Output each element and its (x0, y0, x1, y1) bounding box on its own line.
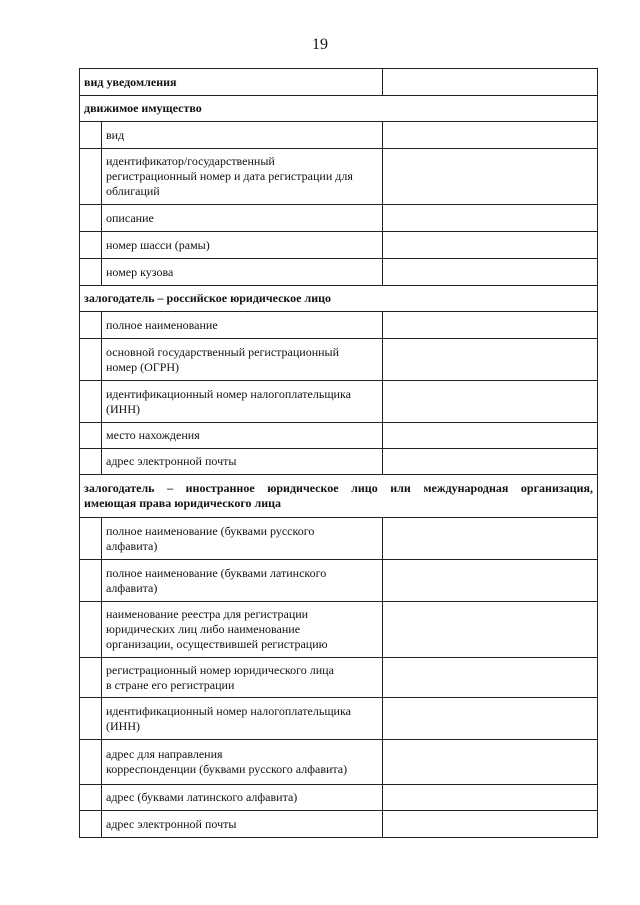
field-value-cell (383, 698, 598, 740)
field-label: описание (102, 205, 383, 232)
table-row (80, 698, 598, 740)
field-value-cell (383, 339, 598, 381)
field-label: адрес электронной почты (102, 449, 383, 475)
field-value-cell (383, 811, 598, 838)
field-label: адрес электронной почты (102, 811, 383, 838)
field-label: место нахождения (102, 423, 383, 449)
field-label: наименование реестра для регистрации юридических лиц либо наименование организации, осуществившей регистрацию (102, 602, 383, 658)
field-value-cell (383, 658, 598, 698)
table-row (80, 449, 598, 475)
field-value-cell (383, 122, 598, 149)
table-row (80, 602, 598, 658)
field-value-cell (383, 312, 598, 339)
field-label: полное наименование (буквами латинского алфавита) (102, 560, 383, 602)
field-value-cell (383, 560, 598, 602)
section-header-row (80, 96, 598, 122)
field-label: адрес (буквами латинского алфавита) (102, 785, 383, 811)
field-label: номер шасси (рамы) (102, 232, 383, 259)
field-value-cell (383, 740, 598, 785)
notification-form-table (79, 68, 598, 838)
field-label: идентификатор/государственный регистрационный номер и дата регистрации для облигаций (102, 149, 383, 205)
table-row (80, 259, 598, 286)
table-row (80, 69, 598, 96)
ru-pledgor-header: залогодатель – российское юридическое лицо (80, 286, 598, 312)
table-row (80, 740, 598, 785)
field-label: регистрационный номер юридического лица в стране его регистрации (102, 658, 383, 698)
table-row (80, 312, 598, 339)
field-value-cell (383, 785, 598, 811)
section-header-row (80, 286, 598, 312)
table-row (80, 785, 598, 811)
field-value-cell (383, 381, 598, 423)
table-row (80, 381, 598, 423)
field-value-cell (383, 602, 598, 658)
field-label: идентификационный номер налогоплательщика (ИНН) (102, 381, 383, 423)
table-row (80, 518, 598, 560)
field-value-cell (383, 205, 598, 232)
field-value-cell (383, 232, 598, 259)
table-row (80, 339, 598, 381)
notice-type-value-cell (383, 69, 598, 96)
field-value-cell (383, 259, 598, 286)
field-value-cell (383, 423, 598, 449)
field-value-cell (383, 449, 598, 475)
field-label: полное наименование (буквами русского алфавита) (102, 518, 383, 560)
field-value-cell (383, 149, 598, 205)
field-value-cell (383, 518, 598, 560)
table-row (80, 423, 598, 449)
field-label: полное наименование (102, 312, 383, 339)
table-row (80, 560, 598, 602)
table-row (80, 658, 598, 698)
table-row (80, 122, 598, 149)
field-label: основной государственный регистрационный номер (ОГРН) (102, 339, 383, 381)
page-number: 19 (312, 36, 328, 53)
movable-property-header: движимое имущество (80, 96, 598, 122)
table-row (80, 811, 598, 838)
field-label: идентификационный номер налогоплательщика (ИНН) (102, 698, 383, 740)
field-label: адрес для направления корреспонденции (буквами русского алфавита) (102, 740, 383, 785)
section-header-row (80, 475, 598, 518)
field-label: номер кузова (102, 259, 383, 286)
table-row (80, 149, 598, 205)
notice-type-label: вид уведомления (80, 69, 383, 96)
field-label: вид (102, 122, 383, 149)
table-row (80, 205, 598, 232)
foreign-pledgor-header: залогодатель – иностранное юридическое лицо или международная организация, имеющая права юридического лица (80, 475, 598, 518)
table-row (80, 232, 598, 259)
